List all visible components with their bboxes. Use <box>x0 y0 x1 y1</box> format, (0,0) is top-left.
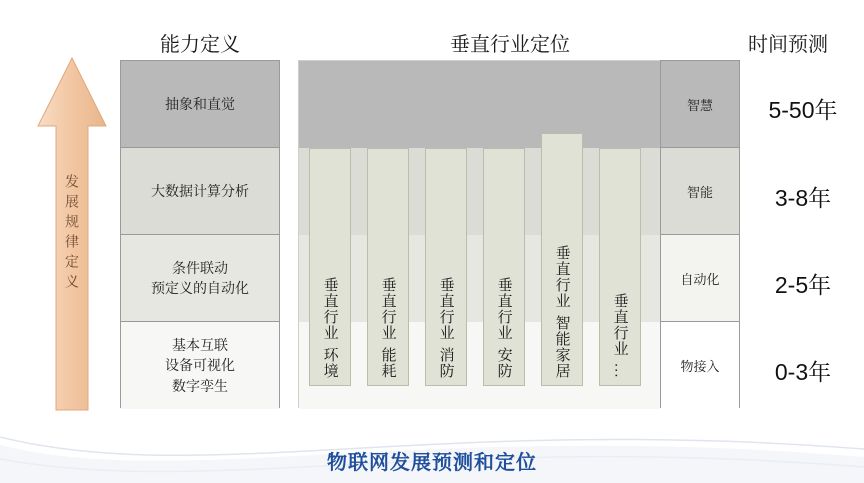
vertical-bar-prefix-3: 垂直行业 <box>495 277 513 341</box>
vertical-bar-prefix-2: 垂直行业 <box>437 277 455 341</box>
capability-label-0: 抽象和直觉 <box>165 95 235 112</box>
vertical-bar-prefix-0: 垂直行业 <box>321 277 339 341</box>
vertical-bar-name-1: 能耗 <box>379 347 397 379</box>
vertical-bar-name-3: 安防 <box>495 347 513 379</box>
header-vertical-industry: 垂直行业定位 <box>450 34 570 56</box>
maturity-cell-connectivity <box>661 322 739 409</box>
maturity-label-2: 自动化 <box>680 271 720 287</box>
year-label-connectivity: 0-3年 <box>774 359 832 385</box>
year-label-intelligent: 3-8年 <box>774 185 832 211</box>
vertical-bar-environment[interactable] <box>309 148 351 386</box>
vertical-bar-prefix-4: 垂直行业 <box>553 245 571 309</box>
capability-label-3-line-1: 设备可视化 <box>165 357 235 374</box>
vertical-band-smart-wisdom <box>299 61 669 148</box>
vertical-bar-energy[interactable] <box>367 148 409 386</box>
year-label-wisdom: 5-50年 <box>768 97 838 123</box>
capability-label-2-line-0: 条件联动 <box>172 259 228 276</box>
capability-cell-automation <box>121 235 279 322</box>
capability-label-2 <box>151 258 249 299</box>
vertical-bar-prefix-1: 垂直行业 <box>379 277 397 341</box>
vertical-bar-prefix-5: 垂直行业 <box>611 293 629 358</box>
vertical-bar-name-0: 环境 <box>321 347 339 379</box>
vertical-bar-name-4: 智能家居 <box>553 315 571 379</box>
capability-cell-connectivity <box>121 322 279 409</box>
vertical-bar-fire-safety[interactable] <box>425 148 467 386</box>
vertical-bar-name-2: 消防 <box>437 347 455 379</box>
maturity-label-0: 智慧 <box>686 97 713 113</box>
capability-label-1: 大数据计算分析 <box>151 182 249 199</box>
header-capability: 能力定义 <box>160 34 240 56</box>
capability-label-3 <box>165 335 235 396</box>
capability-label-3-line-0: 基本互联 <box>172 337 228 354</box>
vertical-industry-area <box>298 60 670 408</box>
maturity-label-3: 物接入 <box>680 359 720 374</box>
vertical-bar-others[interactable] <box>599 148 641 386</box>
maturity-cell-automation <box>661 235 739 322</box>
footer-title: 物联网发展预测和定位 <box>327 452 537 474</box>
development-arrow <box>36 56 108 412</box>
capability-cell-bigdata <box>121 148 279 235</box>
maturity-stage-column <box>660 60 740 408</box>
vertical-bar-security[interactable] <box>483 148 525 386</box>
capability-cell-abstraction <box>121 61 279 148</box>
maturity-label-1: 智能 <box>686 184 713 200</box>
capability-column <box>120 60 280 408</box>
capability-label-2-line-1: 预定义的自动化 <box>151 280 249 296</box>
year-label-automation: 2-5年 <box>774 272 832 298</box>
maturity-cell-wisdom <box>661 61 739 148</box>
vertical-bar-name-5: ... <box>611 363 629 379</box>
arrow-label: 发展规律定义 <box>64 174 80 294</box>
maturity-cell-intelligent <box>661 148 739 235</box>
header-time-forecast: 时间预测 <box>748 34 828 56</box>
vertical-bar-smart-home[interactable] <box>541 133 583 386</box>
capability-label-3-line-2: 数字孪生 <box>172 377 228 394</box>
